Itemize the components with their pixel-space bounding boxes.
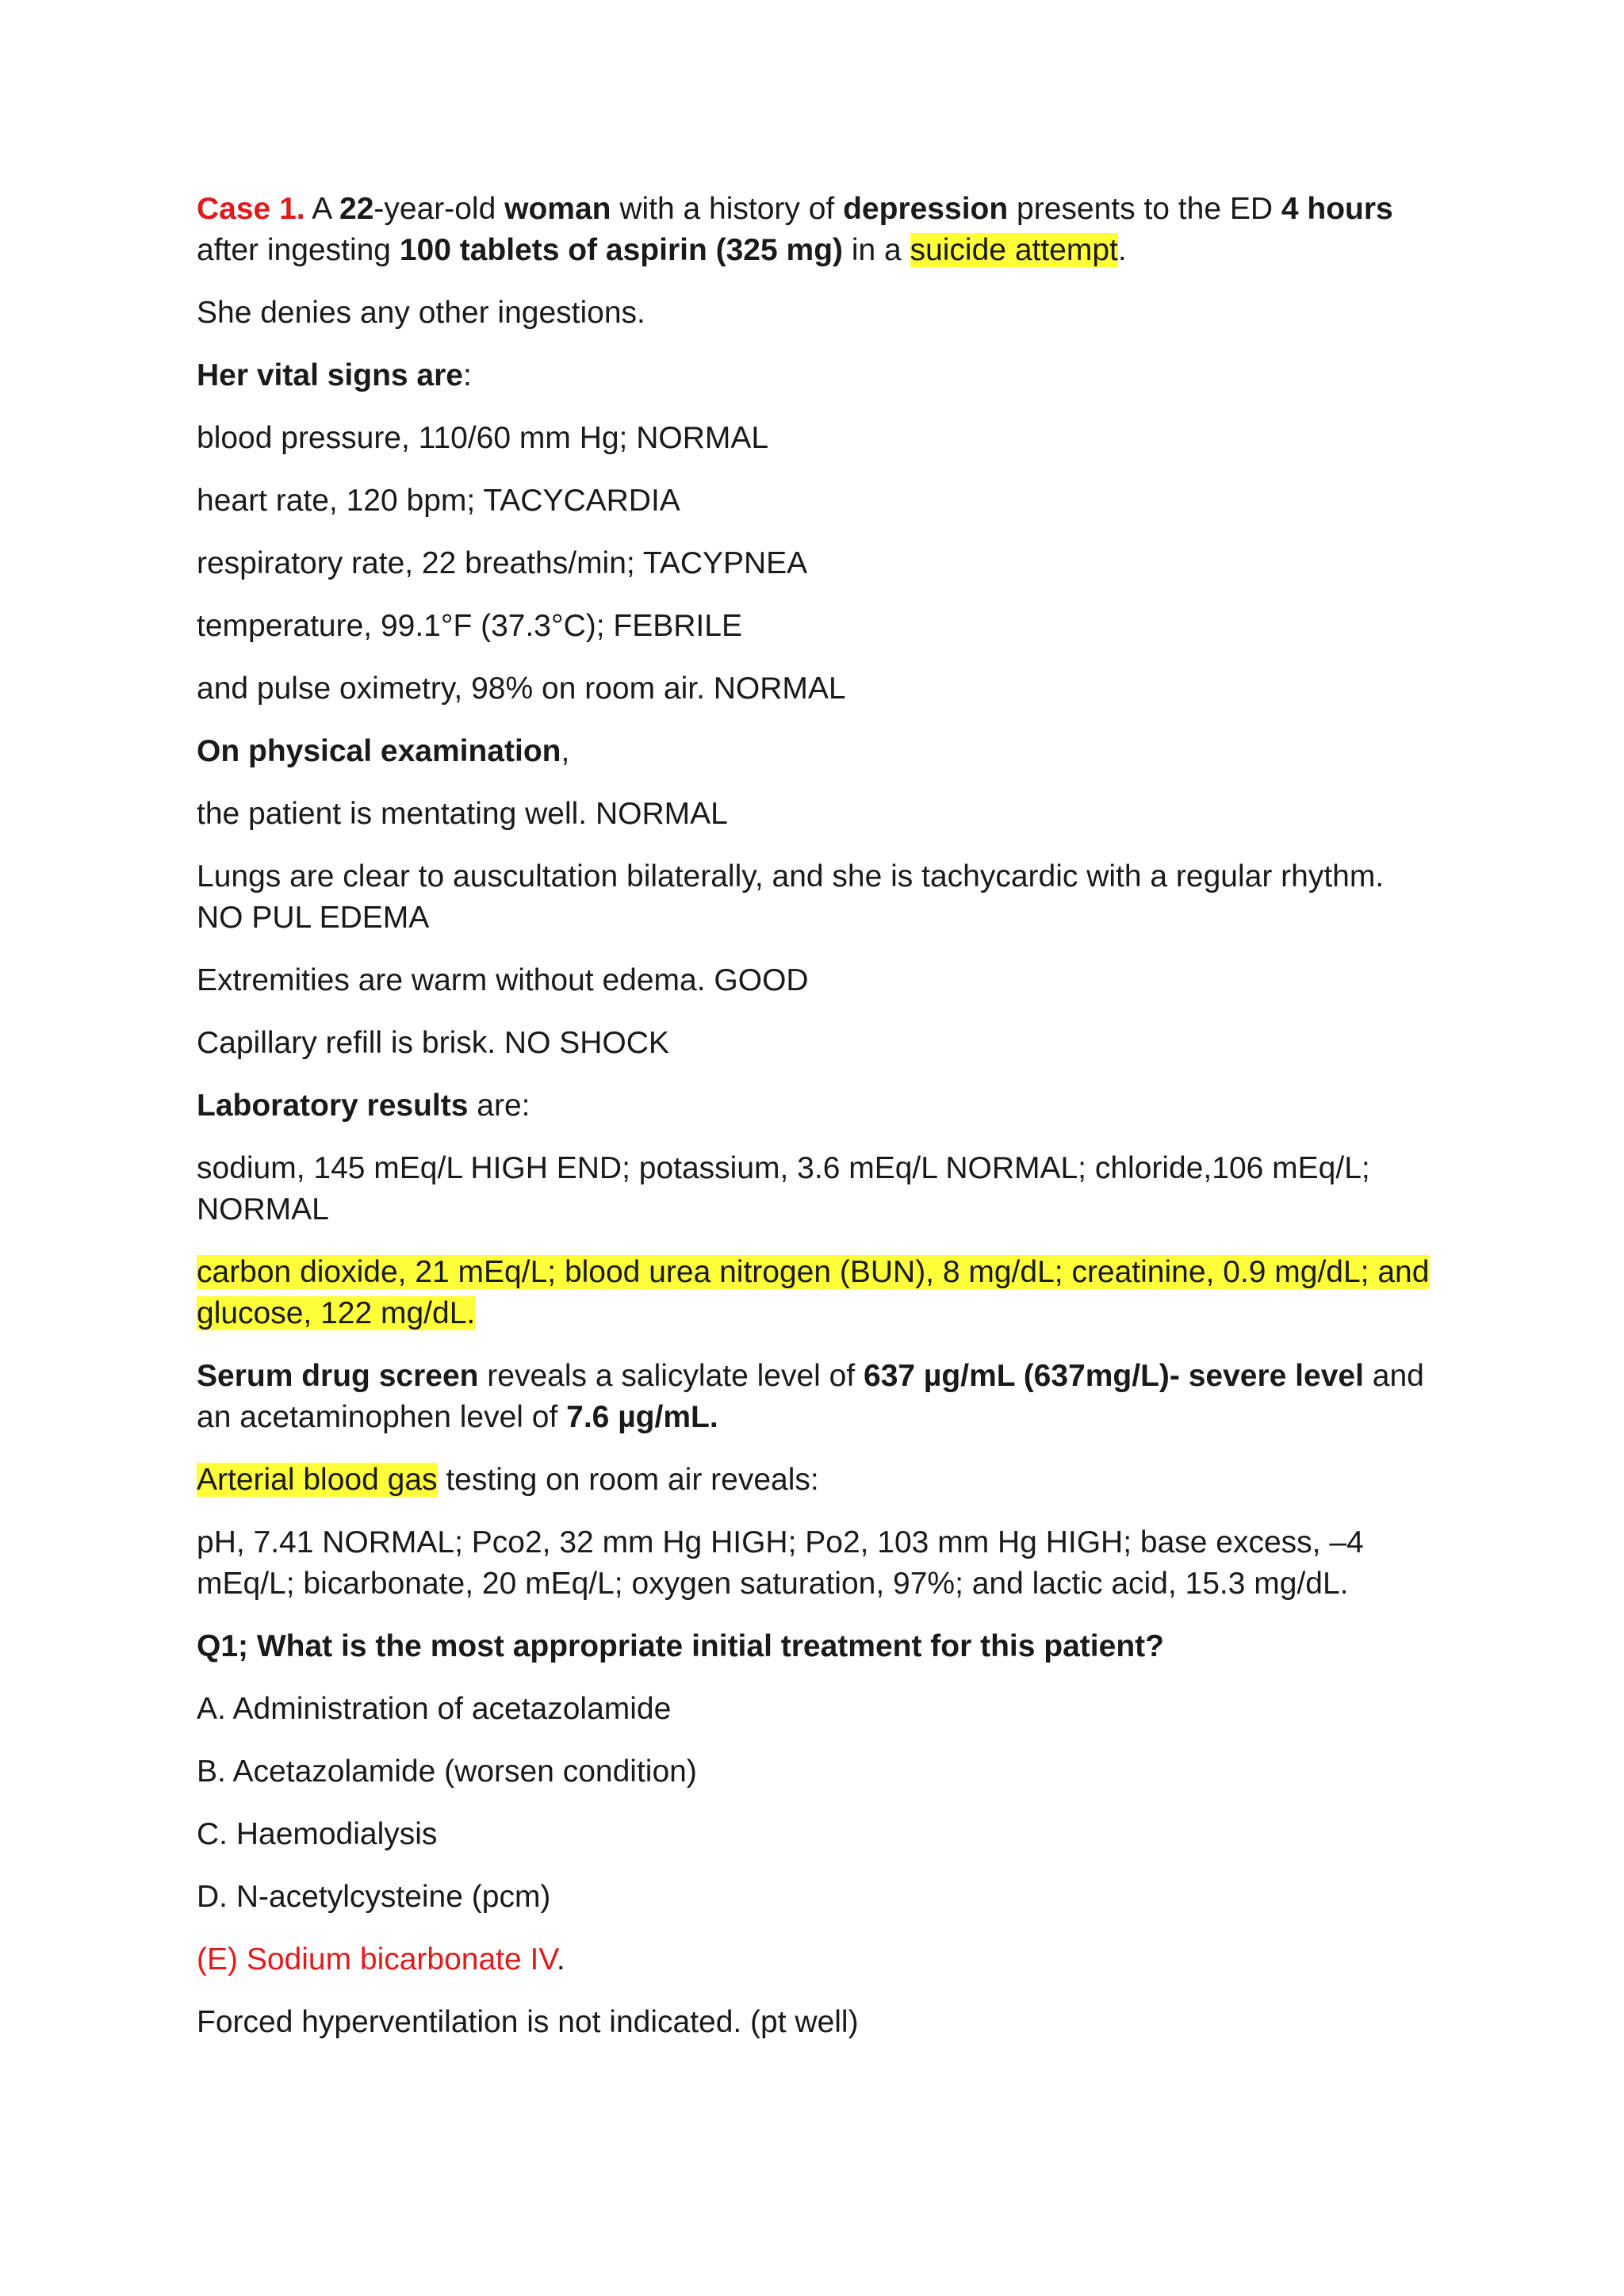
vital-respiratory-rate: respiratory rate, 22 breaths/min; TACYPNEA [197, 546, 808, 580]
vital-pulse-oximetry: and pulse oximetry, 98% on room air. NORMAL [197, 672, 846, 706]
option-a: A. Administration of acetazolamide [197, 1692, 672, 1726]
patient-age: 22 [339, 192, 374, 226]
option-d: D. N-acetylcysteine (pcm) [197, 1880, 551, 1914]
patient-history: depression [843, 192, 1009, 226]
answer-text: (E) Sodium bicarbonate IV [197, 1942, 557, 1976]
text: testing on room air reveals: [437, 1463, 819, 1497]
labs-chemistry-highlight: carbon dioxide, 21 mEq/L; blood urea nitrogen (BUN), 8 mg/dL; creatinine, 0.9 mg/dL; and glucose, 122 mg/dL. [197, 1255, 1430, 1330]
drug-screen [197, 1356, 1434, 1438]
text: : [463, 358, 472, 392]
labs-heading-text: Laboratory results [197, 1089, 469, 1123]
salicylate-level: 637 µg/mL (637mg/L)- severe level [864, 1359, 1364, 1393]
text: , [561, 734, 570, 768]
answer-note: Forced hyperventilation is not indicated. (pt well) [197, 2005, 859, 2039]
ingestion-detail: 100 tablets of aspirin (325 mg) [399, 233, 844, 267]
labs-heading [197, 1085, 1434, 1127]
exam-heading-text: On physical examination [197, 734, 561, 768]
abg-values: pH, 7.41 NORMAL; Pco2, 32 mm Hg HIGH; Po2, 103 mm Hg HIGH; base excess, –4 mEq/L; bicarbonate, 20 mEq/L; oxygen saturation, 97%; and lactic acid, 15.3 mg/dL. [197, 1525, 1364, 1601]
vitals-heading-text: Her vital signs are [197, 358, 463, 392]
vitals-heading [197, 355, 1434, 396]
text: . [1117, 233, 1127, 267]
text: A [304, 192, 339, 226]
text: -year-old [373, 192, 505, 226]
vital-blood-pressure: blood pressure, 110/60 mm Hg; NORMAL [197, 421, 769, 455]
text: with a history of [611, 192, 844, 226]
exam-lungs: Lungs are clear to auscultation bilaterally, and she is tachycardic with a regular rhythm. NO PUL EDEMA [197, 859, 1385, 935]
text: reveals a salicylate level of [478, 1359, 864, 1393]
text: in a [843, 233, 910, 267]
option-c: C. Haemodialysis [197, 1817, 438, 1851]
abg-heading [197, 1460, 1434, 1501]
vital-temperature: temperature, 99.1°F (37.3°C); FEBRILE [197, 609, 742, 643]
text: are: [468, 1089, 530, 1123]
case-intro [197, 189, 1434, 271]
option-b: B. Acetazolamide (worsen condition) [197, 1755, 697, 1789]
exam-capillary-refill: Capillary refill is brisk. NO SHOCK [197, 1026, 669, 1060]
vital-heart-rate: heart rate, 120 bpm; TACYCARDIA [197, 484, 680, 518]
labs-electrolytes: sodium, 145 mEq/L HIGH END; potassium, 3.6 mEq/L NORMAL; chloride,106 mEq/L; NORMAL [197, 1151, 1370, 1226]
answer-option-e [197, 1939, 1434, 1980]
case-content [197, 189, 1434, 2064]
exam-extremities: Extremities are warm without edema. GOOD [197, 963, 809, 997]
text: presents to the ED [1008, 192, 1281, 226]
drug-screen-heading: Serum drug screen [197, 1359, 479, 1393]
exam-heading [197, 731, 1434, 772]
text: . [556, 1942, 565, 1976]
text: after ingesting [197, 233, 400, 267]
question-text: Q1; What is the most appropriate initial treatment for this patient? [197, 1629, 1164, 1663]
acetaminophen-level: 7.6 µg/mL. [566, 1400, 718, 1434]
case-label: Case 1. [197, 192, 305, 226]
denies-line: She denies any other ingestions. [197, 296, 645, 330]
text: and an acetaminophen level of [197, 1359, 1424, 1434]
intent-highlight: suicide attempt [910, 233, 1118, 267]
labs-chemistry [197, 1252, 1434, 1334]
patient-sex: woman [504, 192, 611, 226]
abg-heading-highlight: Arterial blood gas [197, 1463, 438, 1497]
exam-mentation: the patient is mentating well. NORMAL [197, 797, 728, 831]
presentation-time: 4 hours [1281, 192, 1393, 226]
